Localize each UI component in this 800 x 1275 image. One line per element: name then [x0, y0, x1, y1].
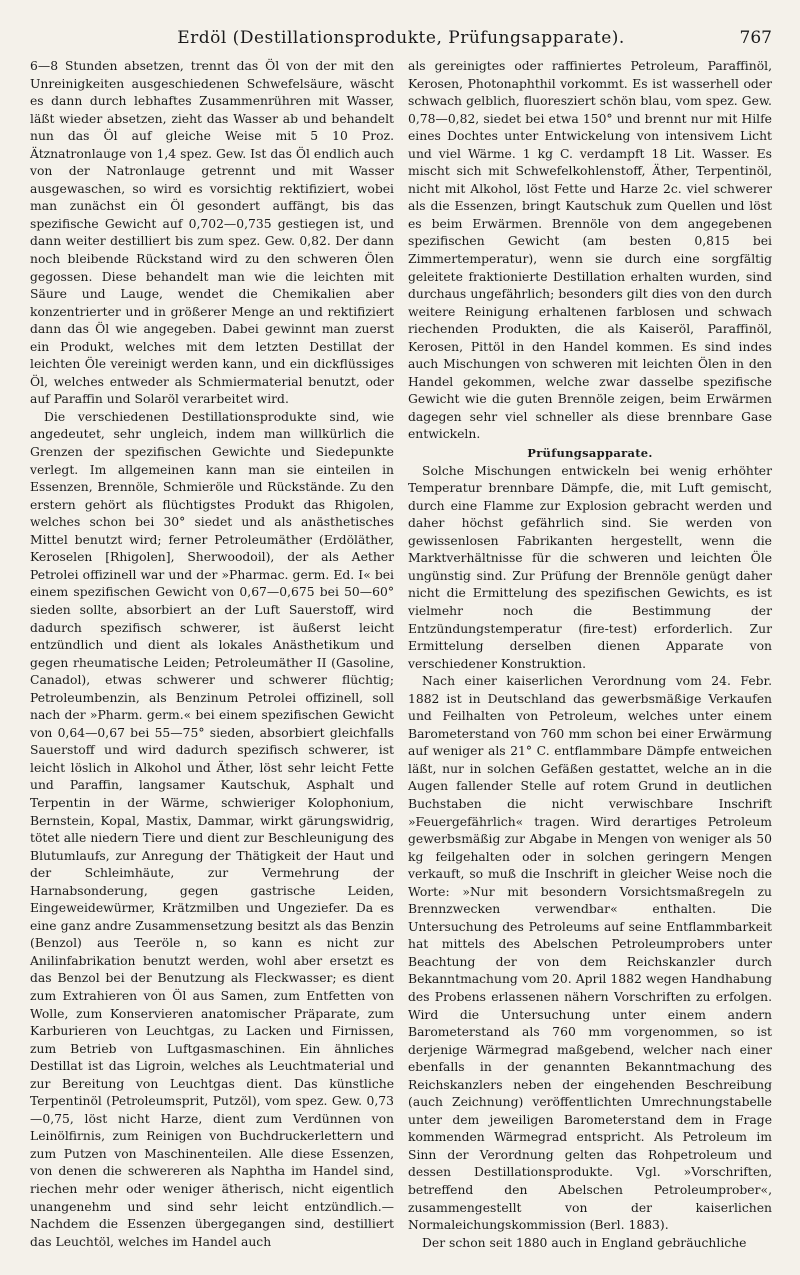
paragraph: 6—8 Stunden absetzen, trennt das Öl von der mit den Unreinigkeiten ausgeschiedenen Schwefelsäure, wäscht es dann durch lebhaftes Zusammenrühren mit Wasser, läßt wieder absetzen, zieht das Wasser ab und behandelt nun das Öl auf gleiche Weise mit 5 10 Proz. Ätznatronlauge von 1,4 spez. Gew. Ist das Öl endlich auch von der Natronlauge getrennt und mit Wasser ausgewaschen, so wird es vorsichtig rektifiziert, wobei man zunächst ein Öl gesondert auffängt, bis das spezifische Gewicht auf 0,702—0,735 gestiegen ist, und dann weiter destilliert bis zum spez. Gew. 0,82. Der dann noch bleibende Rückstand wird zu den schweren Ölen gegossen. Diese behandelt man wie die leichten mit Säure und Lauge, wendet die Chemikalien aber konzentrierter und in größerer Menge an und rektifiziert dann das Öl wie angegeben. Dabei gewinnt man zuerst ein Produkt, welches mit dem letzten Destillat der leichten Öle vereinigt werden kann, und ein dickflüssiges Öl, welches entweder als Schmiermaterial benutzt, oder auf Paraffin und Solaröl verarbeitet wird. — [30, 59, 394, 407]
left-column — [30, 58, 394, 1252]
page-number: 767 — [739, 28, 772, 48]
running-title: Erdöl (Destillationsprodukte, Prüfungsapparate). — [177, 28, 625, 48]
page-header — [30, 22, 772, 58]
paragraph: Nach einer kaiserlichen Verordnung vom 24. Febr. 1882 ist in Deutschland das gewerbsmäßige Verkaufen und Feilhalten von Petroleum, welches unter einem Barometerstand von 760 mm schon bei einer Erwärmung auf weniger als 21° C. entflammbare Dämpfe entweichen läßt, nur in solchen Gefäßen gestattet, welche an in die Augen fallender Stelle auf rotem Grund in deutlichen Buchstaben die nicht verwischbare Inschrift »Feuergefährlich« tragen. Wird derartiges Petroleum gewerbsmäßig zur Abgabe in Mengen von weniger als 50 kg feilgehalten oder in solchen geringern Mengen verkauft, so muß die Inschrift in gleicher Weise noch die Worte: »Nur mit besondern Vorsichtsmaßregeln zu Brennzwecken verwendbar« enthalten. Die Untersuchung des Petroleums auf seine Entflammbarkeit hat mittels des Abelschen Petroleumprobers unter Beachtung der von dem Reichskanzler durch Bekanntmachung vom 20. April 1882 wegen Handhabung des Probens erlassenen nähern Vorschriften zu erfolgen. Wird die Untersuchung unter einem andern Barometerstand als 760 mm vorgenommen, so ist derjenige Wärmegrad maßgebend, welcher nach einer ebenfalls in der genannten Bekanntmachung des Reichskanzlers neben der eingehenden Beschreibung (auch Zeichnung) veröffentlichten Umrechnungstabelle unter dem jeweiligen Barometerstand dem in Frage kommenden Wärmegrad entspricht. Als Petroleum im Sinn der Verordnung gelten das Rohpetroleum und dessen Destillationsprodukte. Vgl. »Vorschriften, betreffend den Abelschen Petroleumprober«, zusammengestellt von der kaiserlichen Normaleichungskommission (Berl. 1883). — [408, 674, 772, 1233]
paragraph: Die verschiedenen Destillationsprodukte sind, wie angedeutet, sehr ungleich, indem man willkürlich die Grenzen der spezifischen Gewichte und Siedepunkte verlegt. Im allgemeinen kann man sie einteilen in Essenzen, Brennöle, Schmieröle und Rückstände. Zu den erstern gehört als flüchtigstes Produkt das Rhigolen, welches schon bei 30° siedet und als anästhetisches Mittel benutzt wird; ferner Petroleumäther (Erdöläther, Keroselen [Rhigolen], Sherwoodoil), der als Aether Petrolei offizinell war und der »Pharmac. germ. Ed. I« bei einem spezifischen Gewicht von 0,67—0,675 bei 50—60° sieden sollte, absorbiert an der Luft Sauerstoff, wird dadurch spezifisch schwerer, ist äußerst leicht entzündlich und dient als lokales Anästhetikum und gegen rheumatische Leiden; Petroleumäther II (Gasoline, Canadol), etwas schwerer und schwerer flüchtig; Petroleumbenzin, als Benzinum Petrolei offizinell, soll nach der »Pharm. germ.« bei einem spezifischen Gewicht von 0,64—0,67 bei 55—75° sieden, absorbiert gleichfalls Sauerstoff und wird dadurch spezifisch schwerer, ist leicht löslich in Alkohol und Äther, löst sehr leicht Fette und Paraffin, langsamer Kautschuk, Asphalt und Terpentin in der Wärme, schwieriger Kolophonium, Bernstein, Kopal, Mastix, Dammar, wirkt gärungswidrig, tötet alle niedern Tiere und dient zur Beschleunigung des Blutumlaufs, zur Anregung der Thätigkeit der Haut und der Schleimhäute, zur Vermehrung der Harnabsonderung, gegen gastrische Leiden, Eingeweidewürmer, Krätzmilben und Ungeziefer. Da es eine ganz andre Zusammensetzung besitzt als das Benzin (Benzol) aus Teeröle n, so kann es nicht zur Anilinfabrikation benutzt werden, wohl aber ersetzt es das Benzol bei der Benutzung als Fleckwasser; es dient zum Extrahieren von Öl aus Samen, zum Entfetten von Wolle, zum Konservieren anatomischer Präparate, zum Karburieren von Leuchtgas, zu Lacken und Firnissen, zum Betrieb von Luftgasmaschinen. Ein ähnliches Destillat ist das Ligroin, welches als Leuchtmaterial und zur Bereitung von Leuchtgas dient. Das künstliche Terpentinöl (Petroleumsprit, Putzöl), vom spez. Gew. 0,73—0,75, löst nicht Harze, dient zum Verdünnen von Leinölfirnis, zum Reinigen von Buchdruckerlettern und zum Putzen von Maschinenteilen. Alle diese Essenzen, von denen die schwereren als Naphtha im Handel sind, riechen mehr oder weniger ätherisch, nicht eigentlich unangenehm und sind sehr leicht entzündlich.— Nachdem die Essenzen übergegangen sind, destilliert das Leuchtöl, welches im Handel auch — [30, 409, 394, 1249]
paragraph: Der schon seit 1880 auch in England gebräuchliche — [422, 1235, 747, 1250]
right-column — [408, 58, 772, 1252]
text-columns — [30, 58, 772, 1252]
paragraph: Solche Mischungen entwickeln bei wenig erhöhter Temperatur brennbare Dämpfe, die, mit Luft gemischt, durch eine Flamme zur Explosion gebracht werden und daher höchst gefährlich sind. Sie werden von gewissenlosen Fabrikanten hergestellt, wenn die Marktverhältnisse für die schweren und leichten Öle ungünstig sind. Zur Prüfung der Brennöle genügt daher nicht die Ermittelung des spezifischen Gewichts, es ist vielmehr noch die Bestimmung der Entzündungstemperatur (fire-test) erforderlich. Zur Ermittelung derselben dienen Apparate von verschiedener Konstruktion. — [408, 463, 772, 671]
section-heading: Prüfungsapparate. — [527, 446, 653, 461]
paragraph: als gereinigtes oder raffiniertes Petroleum, Paraffinöl, Kerosen, Photonaphthil vorkommt. Es ist wasserhell oder schwach gelblich, fluoresziert schön blau, vom spez. Gew. 0,78—0,82, siedet bei etwa 150° und brennt nur mit Hilfe eines Dochtes unter Entwickelung von intensivem Licht und viel Wärme. 1 kg C. verdampft 18 Lit. Wasser. Es mischt sich mit Schwefelkohlenstoff, Äther, Terpentinöl, nicht mit Alkohol, löst Fette und Harze 2c. viel schwerer als die Essenzen, bringt Kautschuk zum Quellen und löst es beim Erwärmen. Brennöle von dem angegebenen spezifischen Gewicht (am besten 0,815 bei Zimmertemperatur), wenn sie durch eine sorgfältig geleitete fraktionierte Destillation erhalten wurden, sind durchaus ungefährlich; besonders gilt dies von den durch weitere Reinigung erhaltenen farblosen und schwach riechenden Produkten, die als Kaiseröl, Paraffinöl, Kerosen, Pittöl in den Handel kommen. Es sind indes auch Mischungen von schweren mit leichten Ölen in den Handel gekommen, welche zwar dasselbe spezifische Gewicht wie die guten Brennöle zeigen, beim Erwärmen dagegen sehr viel schneller als diese brennbare Gase entwickeln. — [408, 59, 772, 442]
